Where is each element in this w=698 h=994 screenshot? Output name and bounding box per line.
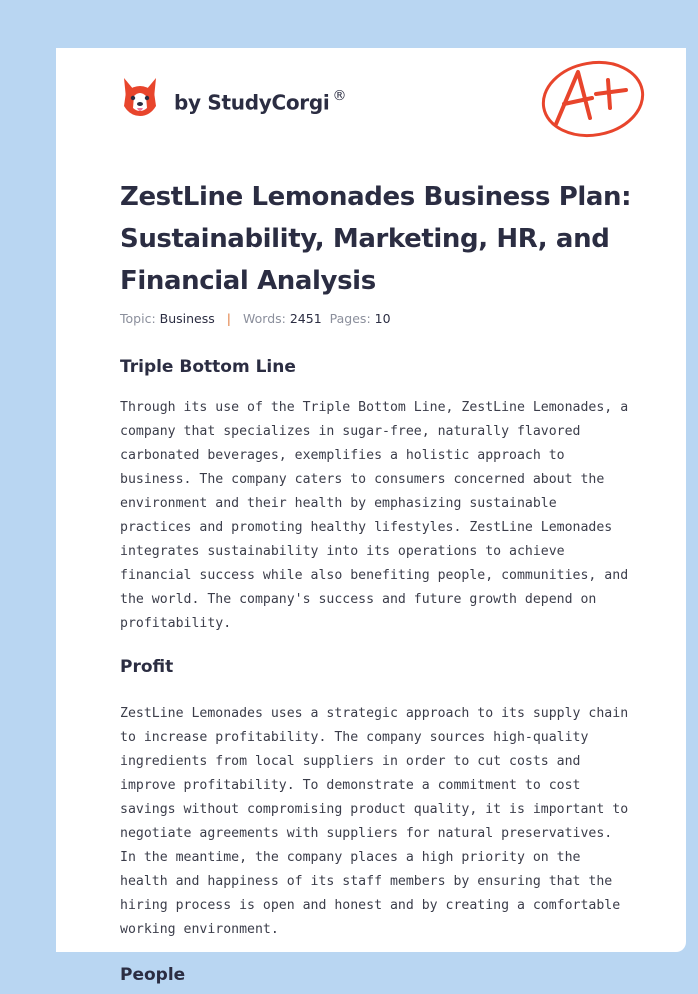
meta-separator: | bbox=[226, 311, 231, 326]
section-heading-triple-bottom-line: Triple Bottom Line bbox=[120, 357, 296, 377]
section-heading-people: People bbox=[120, 965, 186, 985]
grade-a-plus-stamp-icon bbox=[538, 58, 648, 140]
topic-link[interactable]: Business bbox=[159, 311, 215, 326]
brand-name: by StudyCorgi ® bbox=[174, 87, 347, 115]
document-body bbox=[120, 348, 634, 994]
document-title: ZestLine Lemonades Business Plan: Sustainability, Marketing, HR, and Financial Analysis bbox=[120, 182, 632, 296]
topic-label: Topic: bbox=[120, 311, 156, 326]
pages-count: 10 bbox=[374, 311, 391, 326]
section-paragraph-triple-bottom-line: Through its use of the Triple Bottom Line, ZestLine Lemonades, a company that specializes in sugar-free, naturally flavored carbonated beverages, exemplifies a holistic approach to business. The company caters to consumers concerned about the environment and their health by emphasizing sustainable practices and promoting healthy lifestyles. ZestLine Lemonades integrates sustainability into its operations to achieve financial success while also benefiting people, communities, and the world. The company's success and future growth depend on profitability. bbox=[120, 400, 629, 631]
section-paragraph-profit: ZestLine Lemonades uses a strategic approach to its supply chain to increase profitability. The company sources high-quality ingredients from local suppliers in order to cut costs and improve profitability. To demonstrate a commitment to cost savings without compromising product quality, it is important to negotiate agreements with suppliers for natural preservatives. In the meantime, the company places a high priority on the health and happiness of its staff members by ensuring that the hiring process is open and honest and by creating a comfortable working environment. bbox=[120, 706, 629, 937]
words-label: Words: bbox=[243, 311, 286, 326]
document-card bbox=[56, 48, 686, 985]
corgi-logo-icon bbox=[120, 76, 160, 120]
pages-label: Pages: bbox=[329, 311, 371, 326]
section-heading-profit: Profit bbox=[120, 657, 174, 677]
registered-mark: ® bbox=[332, 87, 347, 104]
brand-logo[interactable] bbox=[120, 76, 346, 120]
words-count: 2451 bbox=[289, 311, 322, 326]
document-meta bbox=[120, 311, 391, 326]
